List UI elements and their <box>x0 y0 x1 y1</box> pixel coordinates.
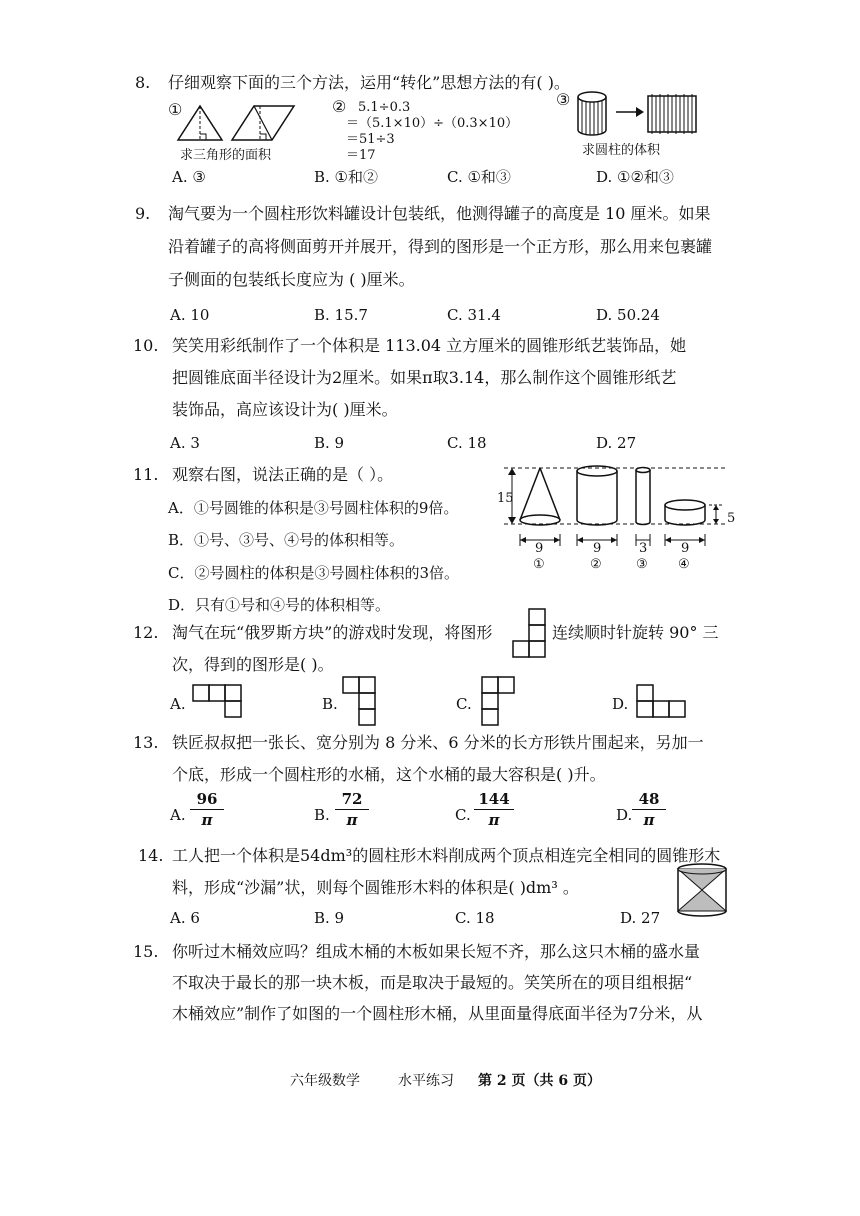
q14-option-d[interactable]: D. 27 <box>620 909 661 927</box>
q15-line3: 木桶效应”制作了如图的一个圆柱形木桶，从里面量得底面半径为7分米，从 <box>172 1004 703 1023</box>
q11-stem: 观察右图，说法正确的是（ ）。 <box>172 465 394 484</box>
q9-line1: 淘气要为一个圆柱形饮料罐设计包装纸，他测得罐子的高度是 10 厘米。如果 <box>168 204 711 223</box>
q10-option-b[interactable]: B. 9 <box>314 434 345 452</box>
q10-line1: 笑笑用彩纸制作了一个体积是 113.04 立方厘米的圆锥形纸艺装饰品，她 <box>172 336 687 355</box>
q13-option-d-numerator: 48 <box>632 789 666 810</box>
q11-width-2: 9 <box>593 541 602 556</box>
q9-option-a[interactable]: A. 10 <box>170 306 210 324</box>
q13-option-d-letter[interactable]: D. <box>616 806 633 824</box>
q8-stem: 仔细观察下面的三个方法，运用“转化”思想方法的有( )。 <box>168 73 570 92</box>
q12-option-c-shape[interactable] <box>481 676 517 728</box>
q12-stem-part1: 淘气在玩“俄罗斯方块”的游戏时发现，将图形 <box>172 623 493 642</box>
q11-width-1: 9 <box>535 541 544 556</box>
q13-option-d-fraction[interactable] <box>632 789 666 830</box>
footer-page-number: 第 2 页（共 6 页） <box>478 1073 601 1089</box>
q13-option-a-denominator: π <box>201 811 213 829</box>
q12-option-d-shape[interactable] <box>636 684 688 720</box>
q11-width-4: 9 <box>681 541 690 556</box>
q11-id-2: ② <box>590 557 602 572</box>
q11-id-1: ① <box>533 557 545 572</box>
q9-option-b[interactable]: B. 15.7 <box>314 306 368 324</box>
q13-line1: 铁匠叔叔把一张长、宽分别为 8 分米、6 分米的长方形铁片围起来，另加一 <box>172 733 704 752</box>
q14-option-c[interactable]: C. 18 <box>455 909 495 927</box>
q12-stem-part2: 连续顺时针旋转 90° 三 <box>552 623 719 642</box>
q11-short-height-label: 5 <box>727 511 736 526</box>
q9-number: 9. <box>135 204 151 223</box>
q14-line1: 工人把一个体积是54dm³的圆柱形木料削成两个顶点相连完全相同的圆锥形木 <box>172 846 721 865</box>
q11-id-3: ③ <box>636 557 648 572</box>
q8-option-a[interactable]: A. ③ <box>172 168 206 186</box>
q12-original-tetromino <box>512 608 548 660</box>
q13-number: 13. <box>133 733 159 752</box>
q11-width-3: 3 <box>639 541 648 556</box>
q13-option-c-denominator: π <box>488 811 500 829</box>
q8-method2-label: ② <box>332 97 347 116</box>
q12-stem-part3: 次，得到的图形是( )。 <box>172 655 334 674</box>
q12-option-a-shape[interactable] <box>192 684 244 720</box>
q13-option-a-letter[interactable]: A. <box>170 806 186 824</box>
q11-option-d[interactable]: D．只有①号和④号的体积相等。 <box>168 596 391 614</box>
q8-method3-label: ③ <box>556 90 571 109</box>
q12-option-a[interactable]: A. <box>170 695 186 713</box>
q8-method1-caption: 求三角形的面积 <box>180 148 272 163</box>
q13-option-a-numerator: 96 <box>190 789 224 810</box>
q9-line3: 子侧面的包装纸长度应为 ( )厘米。 <box>168 270 415 289</box>
q13-option-b-fraction[interactable] <box>335 789 369 830</box>
footer-subject: 六年级数学 <box>290 1073 360 1089</box>
q8-number: 8. <box>135 73 151 92</box>
q8-method3-caption: 求圆柱的体积 <box>582 143 661 158</box>
q8-method2-line1: 5.1÷0.3 <box>358 100 411 115</box>
footer-exam-type: 水平练习 <box>398 1073 454 1089</box>
q13-option-b-numerator: 72 <box>335 789 369 810</box>
q15-line1: 你听过木桶效应吗？组成木桶的木板如果长短不齐，那么这只木桶的盛水量 <box>172 942 701 961</box>
q8-method1-label: ① <box>168 100 183 119</box>
q8-cylinder-transform-figure <box>572 90 722 140</box>
q11-id-4: ④ <box>678 557 690 572</box>
q11-option-b[interactable]: B．①号、③号、④号的体积相等。 <box>168 531 405 549</box>
q8-triangle-parallelogram-figure <box>170 102 320 144</box>
q10-number: 10. <box>133 336 159 355</box>
q14-option-a[interactable]: A. 6 <box>170 909 200 927</box>
q11-number: 11. <box>133 465 159 484</box>
q8-option-b[interactable]: B. ①和② <box>314 168 379 186</box>
q13-option-d-denominator: π <box>643 811 655 829</box>
q13-option-b-letter[interactable]: B. <box>314 806 330 824</box>
q11-option-c[interactable]: C．②号圆柱的体积是③号圆柱体积的3倍。 <box>168 564 460 582</box>
q12-option-c[interactable]: C. <box>456 695 472 713</box>
q9-line2: 沿着罐子的高将侧面剪开并展开，得到的图形是一个正方形，那么用来包裹罐 <box>168 237 713 256</box>
q14-option-b[interactable]: B. 9 <box>314 909 345 927</box>
q8-option-d[interactable]: D. ①②和③ <box>596 168 674 186</box>
q11-option-a[interactable]: A．①号圆锥的体积是③号圆柱体积的9倍。 <box>168 499 459 517</box>
q15-number: 15. <box>133 942 159 961</box>
q11-height-label: 15 <box>497 491 514 506</box>
q9-option-c[interactable]: C. 31.4 <box>447 306 501 324</box>
q8-method2-line3: ＝51÷3 <box>346 132 395 147</box>
q13-option-c-letter[interactable]: C. <box>455 806 471 824</box>
q8-method2-line2: ＝（5.1×10）÷（0.3×10） <box>346 116 519 131</box>
q13-option-a-fraction[interactable] <box>190 789 224 830</box>
q10-option-c[interactable]: C. 18 <box>447 434 487 452</box>
q14-hourglass-cylinder-figure <box>674 862 730 920</box>
q12-option-b[interactable]: B. <box>322 695 338 713</box>
q14-line2: 料，形成“沙漏”状，则每个圆锥形木料的体积是( )dm³ 。 <box>172 878 579 897</box>
q10-line2: 把圆锥底面半径设计为2厘米。如果π取3.14，那么制作这个圆锥形纸艺 <box>172 368 677 387</box>
q12-option-b-shape[interactable] <box>342 676 378 728</box>
q12-number: 12. <box>133 623 159 642</box>
q12-option-d[interactable]: D. <box>612 695 629 713</box>
q11-solids-figure <box>490 460 740 575</box>
q9-option-d[interactable]: D. 50.24 <box>596 306 660 324</box>
q10-option-d[interactable]: D. 27 <box>596 434 637 452</box>
q10-option-a[interactable]: A. 3 <box>170 434 200 452</box>
q8-option-c[interactable]: C. ①和③ <box>447 168 511 186</box>
q13-option-c-numerator: 144 <box>474 789 514 810</box>
q14-number: 14. <box>138 846 164 865</box>
q15-line2: 不取决于最长的那一块木板，而是取决于最短的。笑笑所在的项目组根据“ <box>172 973 693 992</box>
q13-option-c-fraction[interactable] <box>474 789 514 830</box>
q13-option-b-denominator: π <box>346 811 358 829</box>
q10-line3: 装饰品，高应该设计为( )厘米。 <box>172 400 398 419</box>
q13-line2: 个底，形成一个圆柱形的水桶，这个水桶的最大容积是( )升。 <box>172 765 606 784</box>
q8-method2-line4: ＝17 <box>346 148 376 163</box>
